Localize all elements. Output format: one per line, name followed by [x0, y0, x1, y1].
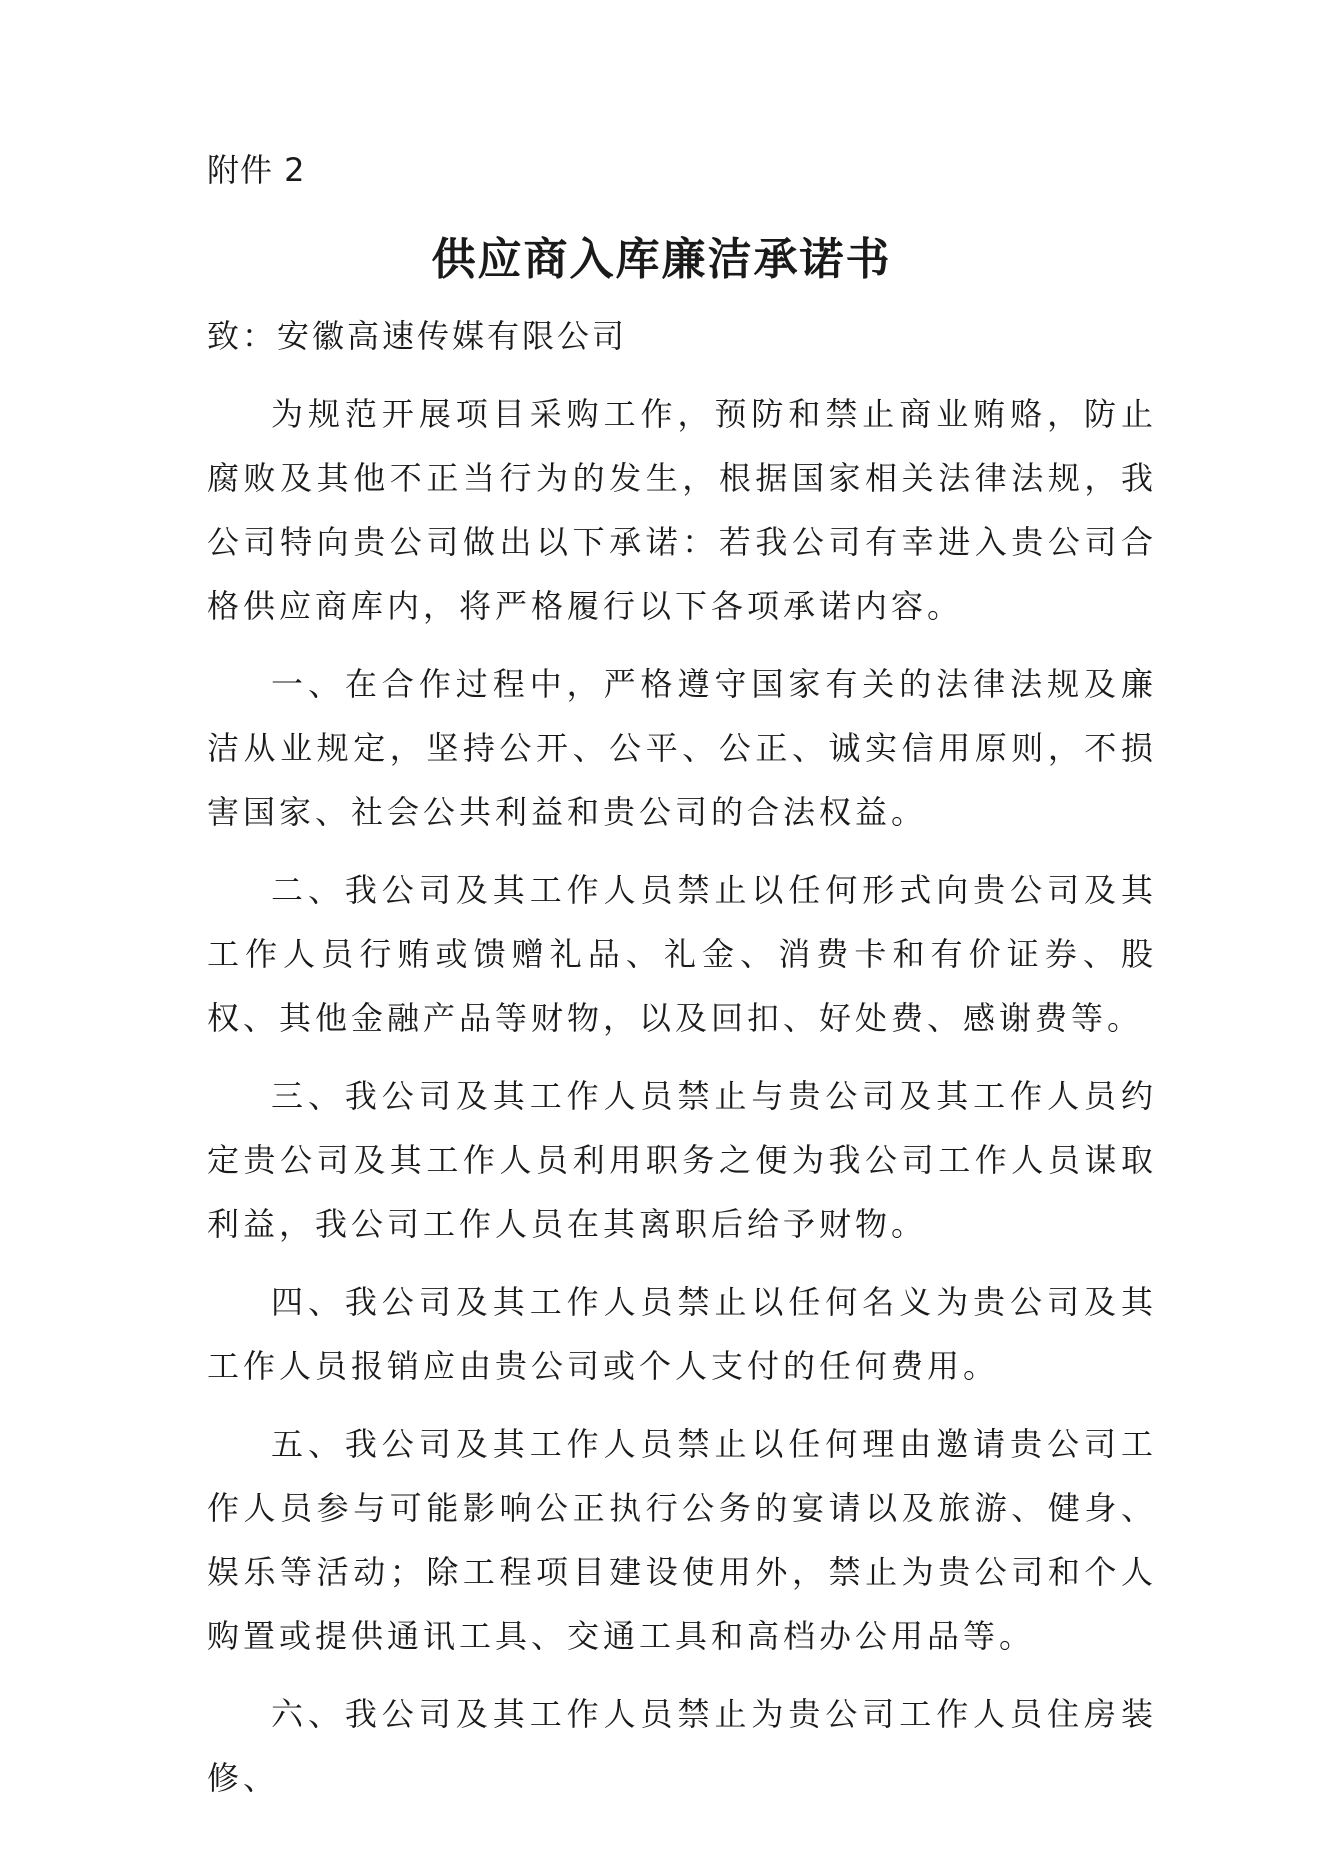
paragraph-clause-3: 三、我公司及其工作人员禁止与贵公司及其工作人员约定贵公司及其工作人员利用职务之便为我公司工作人员谋取利益，我公司工作人员在其离职后给予财物。 [207, 1077, 1157, 1243]
paragraph-clause-4: 四、我公司及其工作人员禁止以任何名义为贵公司及其工作人员报销应由贵公司或个人支付的任何费用。 [207, 1283, 1157, 1385]
paragraph-clause-5: 五、我公司及其工作人员禁止以任何理由邀请贵公司工作人员参与可能影响公正执行公务的宴请以及旅游、健身、娱乐等活动；除工程项目建设使用外，禁止为贵公司和个人购置或提供通讯工具、交通工具和高档办公用品等。 [207, 1425, 1157, 1655]
paragraph-clause-1: 一、在合作过程中，严格遵守国家有关的法律法规及廉洁从业规定，坚持公开、公平、公正、诚实信用原则，不损害国家、社会公共利益和贵公司的合法权益。 [207, 665, 1157, 831]
recipient-line: 致：安徽高速传媒有限公司 [207, 317, 628, 355]
paragraph-clause-6: 六、我公司及其工作人员禁止为贵公司工作人员住房装修、 [207, 1695, 1157, 1797]
paragraph-clause-2: 二、我公司及其工作人员禁止以任何形式向贵公司及其工作人员行贿或馈赠礼品、礼金、消费卡和有价证券、股权、其他金融产品等财物，以及回扣、好处费、感谢费等。 [207, 871, 1157, 1037]
attachment-label: 附件 2 [207, 151, 306, 189]
document-body [207, 382, 1157, 1824]
paragraph-intro: 为规范开展项目采购工作，预防和禁止商业贿赂，防止腐败及其他不正当行为的发生，根据国家相关法律法规，我公司特向贵公司做出以下承诺：若我公司有幸进入贵公司合格供应商库内，将严格履行以下各项承诺内容。 [207, 395, 1157, 625]
document-title: 供应商入库廉洁承诺书 [431, 234, 892, 285]
